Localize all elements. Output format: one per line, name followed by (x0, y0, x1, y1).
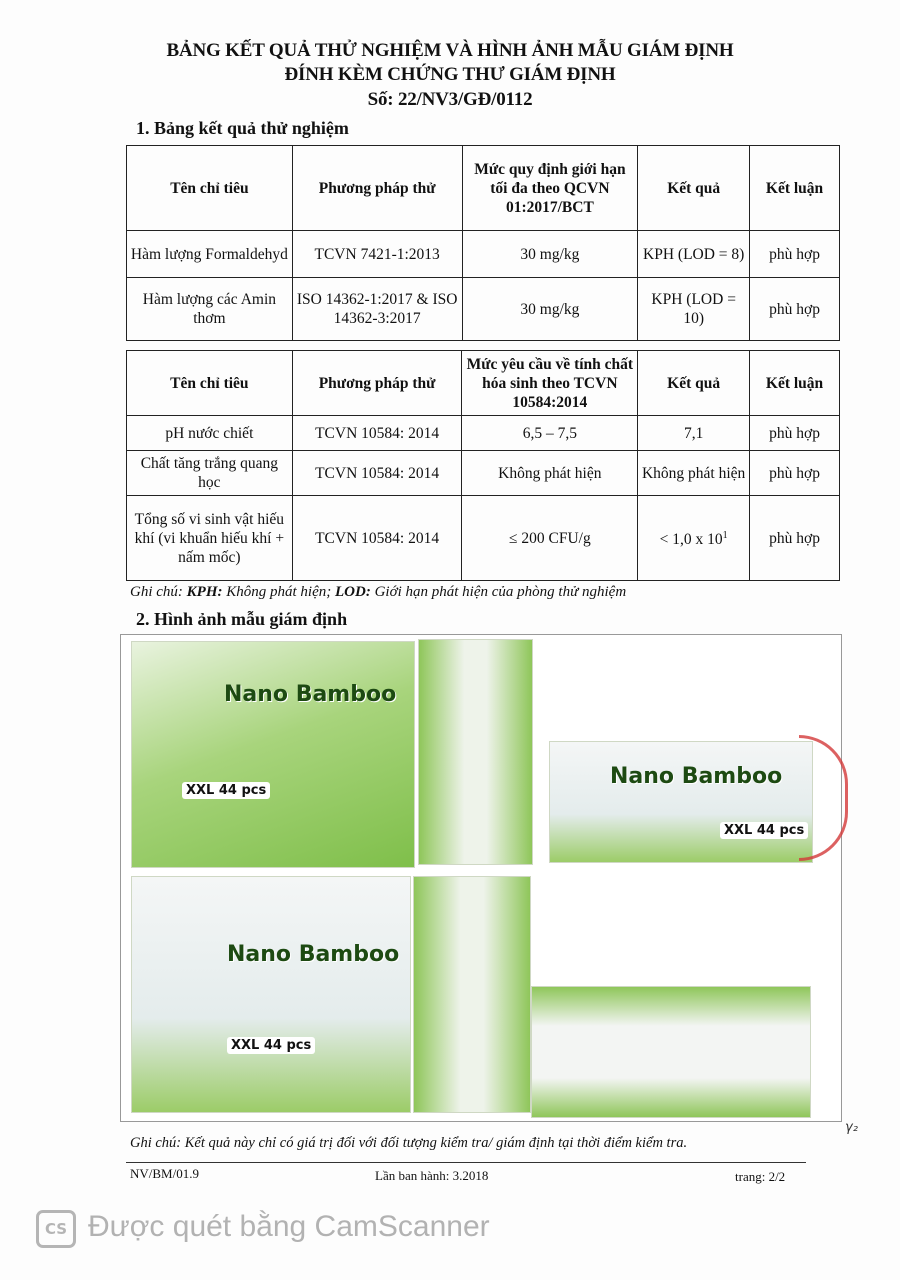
size-label: XXL 44 pcs (182, 782, 270, 799)
brand-logo: Nano Bamboo (227, 942, 400, 967)
abbr-kph-text: Không phát hiện; (222, 584, 335, 600)
sample-photo-back (131, 876, 411, 1113)
abbr-kph: KPH: (186, 584, 223, 600)
header-cell: Tên chỉ tiêu (127, 351, 293, 416)
abbr-lod-text: Giới hạn phát hiện của phòng thử nghiệm (370, 584, 627, 600)
cell: Không phát hiện (462, 451, 638, 496)
cell: ≤ 200 CFU/g (462, 496, 638, 581)
brand-logo: Nano Bamboo (224, 682, 397, 707)
doc-title: BẢNG KẾT QUẢ THỬ NGHIỆM VÀ HÌNH ẢNH MẪU GIÁM ĐỊNH (166, 40, 734, 61)
cell: phù hợp (750, 231, 840, 278)
cell: 7,1 (638, 416, 750, 451)
header-cell: Phương pháp thử (292, 146, 462, 231)
page-number: trang: 2/2 (735, 1169, 786, 1184)
size-label: XXL 44 pcs (720, 822, 808, 839)
cell: phù hợp (750, 496, 840, 581)
header-cell: Tên chỉ tiêu (127, 146, 293, 231)
sample-photo-bottom (531, 986, 811, 1118)
sample-photo-top (549, 741, 813, 863)
camscanner-logo: CS (36, 1210, 76, 1248)
issue-date: Lần ban hành: 3.2018 (375, 1168, 489, 1183)
note-label: Ghi chú: (130, 584, 187, 600)
cell: Không phát hiện (638, 451, 750, 496)
cell: Hàm lượng Formaldehyd (127, 231, 293, 278)
size-label: XXL 44 pcs (227, 1037, 315, 1054)
sample-photo-front (131, 641, 415, 868)
table-row (127, 278, 840, 341)
cell: ISO 14362-1:2017 & ISO 14362-3:2017 (292, 278, 462, 341)
sample-photo-side (418, 639, 533, 865)
cell: 30 mg/kg (462, 231, 638, 278)
abbr-lod: LOD: (335, 584, 371, 600)
test-results-table-2 (126, 350, 840, 581)
seal-stamp (799, 735, 848, 861)
signature-mark: γ₂ (845, 1120, 858, 1135)
cell: phù hợp (750, 451, 840, 496)
result-value: < 1,0 x 10 (659, 531, 723, 549)
header-cell: Kết quả (638, 351, 750, 416)
cell: TCVN 10584: 2014 (292, 451, 462, 496)
validity-note: Ghi chú: Kết quả này chỉ có giá trị đối với đối tượng kiểm tra/ giám định tại thời điểm kiểm tra. (130, 1135, 688, 1151)
legend-note (130, 584, 626, 601)
test-results-table-1 (126, 145, 840, 341)
cell: Tổng số vi sinh vật hiếu khí (vi khuẩn hiếu khí + nấm mốc) (127, 496, 293, 581)
header-cell: Kết luận (750, 351, 840, 416)
sample-photo-side-2 (413, 876, 531, 1113)
cell: pH nước chiết (127, 416, 293, 451)
header-cell: Mức yêu cầu về tính chất hóa sinh theo TCVN 10584:2014 (462, 351, 638, 416)
sample-photos-frame (120, 634, 842, 1122)
cell: KPH (LOD = 10) (638, 278, 750, 341)
cell (638, 496, 750, 581)
cell: TCVN 10584: 2014 (292, 416, 462, 451)
cell: TCVN 7421-1:2013 (292, 231, 462, 278)
cell: TCVN 10584: 2014 (292, 496, 462, 581)
table-row (127, 451, 840, 496)
brand-logo: Nano Bamboo (610, 764, 783, 789)
cell: Hàm lượng các Amin thơm (127, 278, 293, 341)
section1-title: 1. Bảng kết quả thử nghiệm (136, 118, 349, 138)
header-cell: Phương pháp thử (292, 351, 462, 416)
exponent: 1 (722, 530, 728, 542)
cell: KPH (LOD = 8) (638, 231, 750, 278)
cell: phù hợp (750, 416, 840, 451)
cell: 6,5 – 7,5 (462, 416, 638, 451)
section2-title: 2. Hình ảnh mẫu giám định (136, 609, 348, 629)
header-cell: Kết quả (638, 146, 750, 231)
table-row (127, 231, 840, 278)
doc-number: Số: 22/NV3/GĐ/0112 (367, 89, 533, 110)
cell: 30 mg/kg (462, 278, 638, 341)
table-header-row (127, 146, 840, 231)
camscanner-watermark: Được quét bằng CamScanner (88, 1210, 490, 1243)
footer-divider (126, 1162, 806, 1163)
cell: phù hợp (750, 278, 840, 341)
table-row (127, 496, 840, 581)
table-header-row (127, 351, 840, 416)
table-row (127, 416, 840, 451)
header-cell: Mức quy định giới hạn tối đa theo QCVN 01:2017/BCT (462, 146, 638, 231)
doc-subtitle: ĐÍNH KÈM CHỨNG THƯ GIÁM ĐỊNH (284, 64, 616, 85)
cell: Chất tăng trắng quang học (127, 451, 293, 496)
form-code: NV/BM/01.9 (130, 1166, 199, 1181)
header-cell: Kết luận (750, 146, 840, 231)
